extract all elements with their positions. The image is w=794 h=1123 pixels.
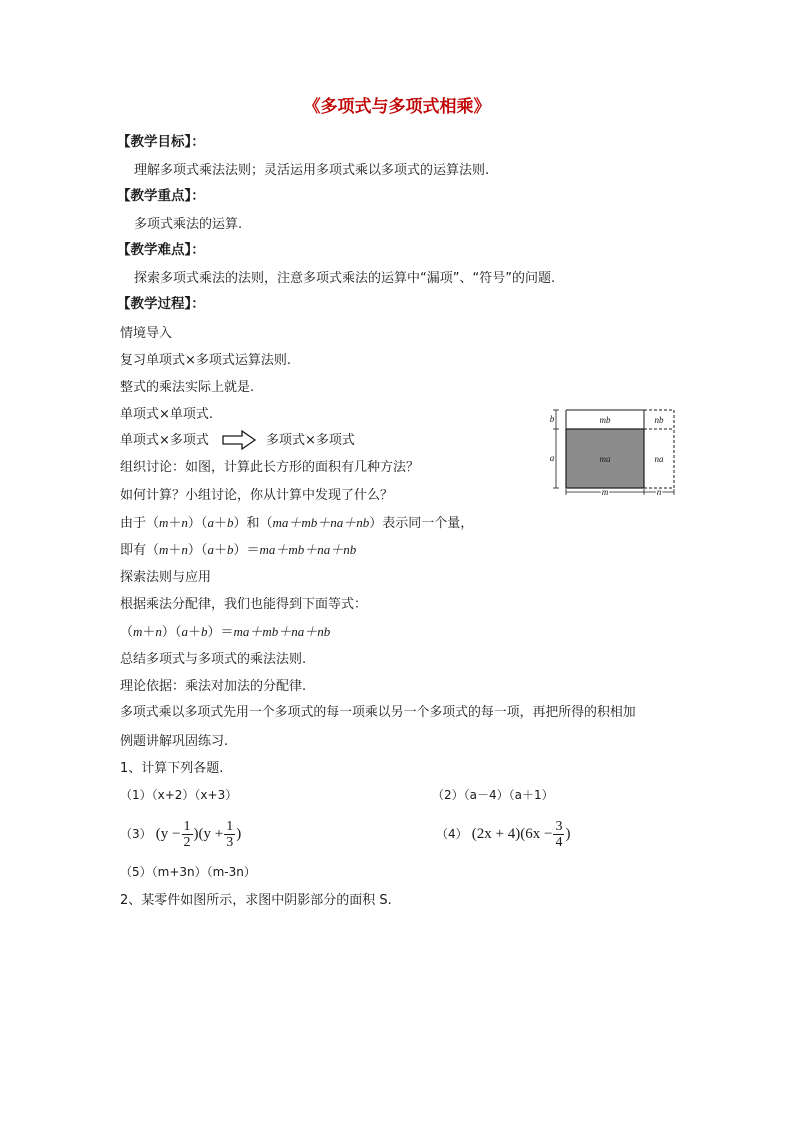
arrow-right-icon <box>222 430 256 450</box>
label-a: a <box>549 453 555 463</box>
fraction-one-third: $\frac{1}{3}$ <box>226 818 234 850</box>
line-equation: 即有（m＋n）（a＋b）＝ma＋mb＋na＋nb <box>120 542 357 558</box>
label-ma: ma <box>599 454 611 464</box>
line-review: 复习单项式×多项式运算法则. <box>120 353 292 368</box>
exercise-1: （1）（x+2）（x+3） <box>120 788 238 802</box>
exercise-4: （4） (2x + 4)(6x − $\frac{3}{4}$ ) <box>436 818 571 850</box>
key-point-heading: 【教学重点】： <box>117 188 205 204</box>
goal-text: 理解多项式乘法法则；灵活运用多项式乘以多项式的运算法则. <box>134 163 490 178</box>
line-essence: 整式的乘法实际上就是. <box>120 380 255 395</box>
line-theory: 理论依据：乘法对加法的分配律. <box>120 679 307 694</box>
label-b: b <box>549 414 555 424</box>
exercise-3: （3） (y − $\frac{1}{2}$ )(y + $\frac{1}{3}$ ) <box>120 818 242 850</box>
line-poly-poly: 多项式×多项式 <box>266 433 355 448</box>
label-na: na <box>654 454 664 464</box>
fraction-three-quarters: $\frac{3}{4}$ <box>555 818 563 850</box>
exercise-2: （2）（a－4）（a＋1） <box>432 788 554 802</box>
difficulty-heading: 【教学难点】： <box>117 242 205 258</box>
line-how: 如何计算？小组讨论，你从计算中发现了什么？ <box>120 488 394 503</box>
exercise-5: （5）（m+3n）（m-3n） <box>120 865 256 879</box>
line-intro: 情境导入 <box>120 326 173 341</box>
line-examples: 例题讲解巩固练习. <box>120 734 229 749</box>
line-summary: 总结多项式与多项式的乘法法则. <box>120 652 307 667</box>
process-heading: 【教学过程】： <box>117 296 205 312</box>
page-title: 《多项式与多项式相乘》 <box>303 97 491 117</box>
label-nb: nb <box>654 415 664 425</box>
goal-heading: 【教学目标】： <box>117 134 205 150</box>
fraction-one-half: $\frac{1}{2}$ <box>183 818 191 850</box>
line-identity: （m＋n）（a＋b）＝ma＋mb＋na＋nb <box>120 624 331 640</box>
line-exercise-1: 1、计算下列各题. <box>120 761 224 776</box>
line-explore: 探索法则与应用 <box>120 570 212 585</box>
line-rule: 多项式乘以多项式先用一个多项式的每一项乘以另一个多项式的每一项，再把所得的积相加 <box>120 705 636 720</box>
difficulty-text: 探索多项式乘法的法则，注意多项式乘法的运算中“漏项”、“符号”的问题. <box>134 271 556 286</box>
line-discussion: 组织讨论：如图，计算此长方形的面积有几种方法？ <box>120 460 420 475</box>
label-n: n <box>656 487 662 496</box>
key-point-text: 多项式乘法的运算. <box>134 217 243 232</box>
rectangle-area-diagram <box>548 404 686 496</box>
line-mono-poly: 单项式×多项式 <box>120 433 209 448</box>
line-distributive: 根据乘法分配律，我们也能得到下面等式： <box>120 597 368 612</box>
label-mb: mb <box>599 415 611 425</box>
label-m: m <box>601 487 609 496</box>
line-mono-mono: 单项式×单项式. <box>120 407 214 422</box>
line-since: 由于（m＋n）（a＋b）和（ma＋mb＋na＋nb）表示同一个量， <box>120 515 474 531</box>
line-exercise-2: 2、某零件如图所示，求图中阴影部分的面积 S. <box>120 893 392 908</box>
